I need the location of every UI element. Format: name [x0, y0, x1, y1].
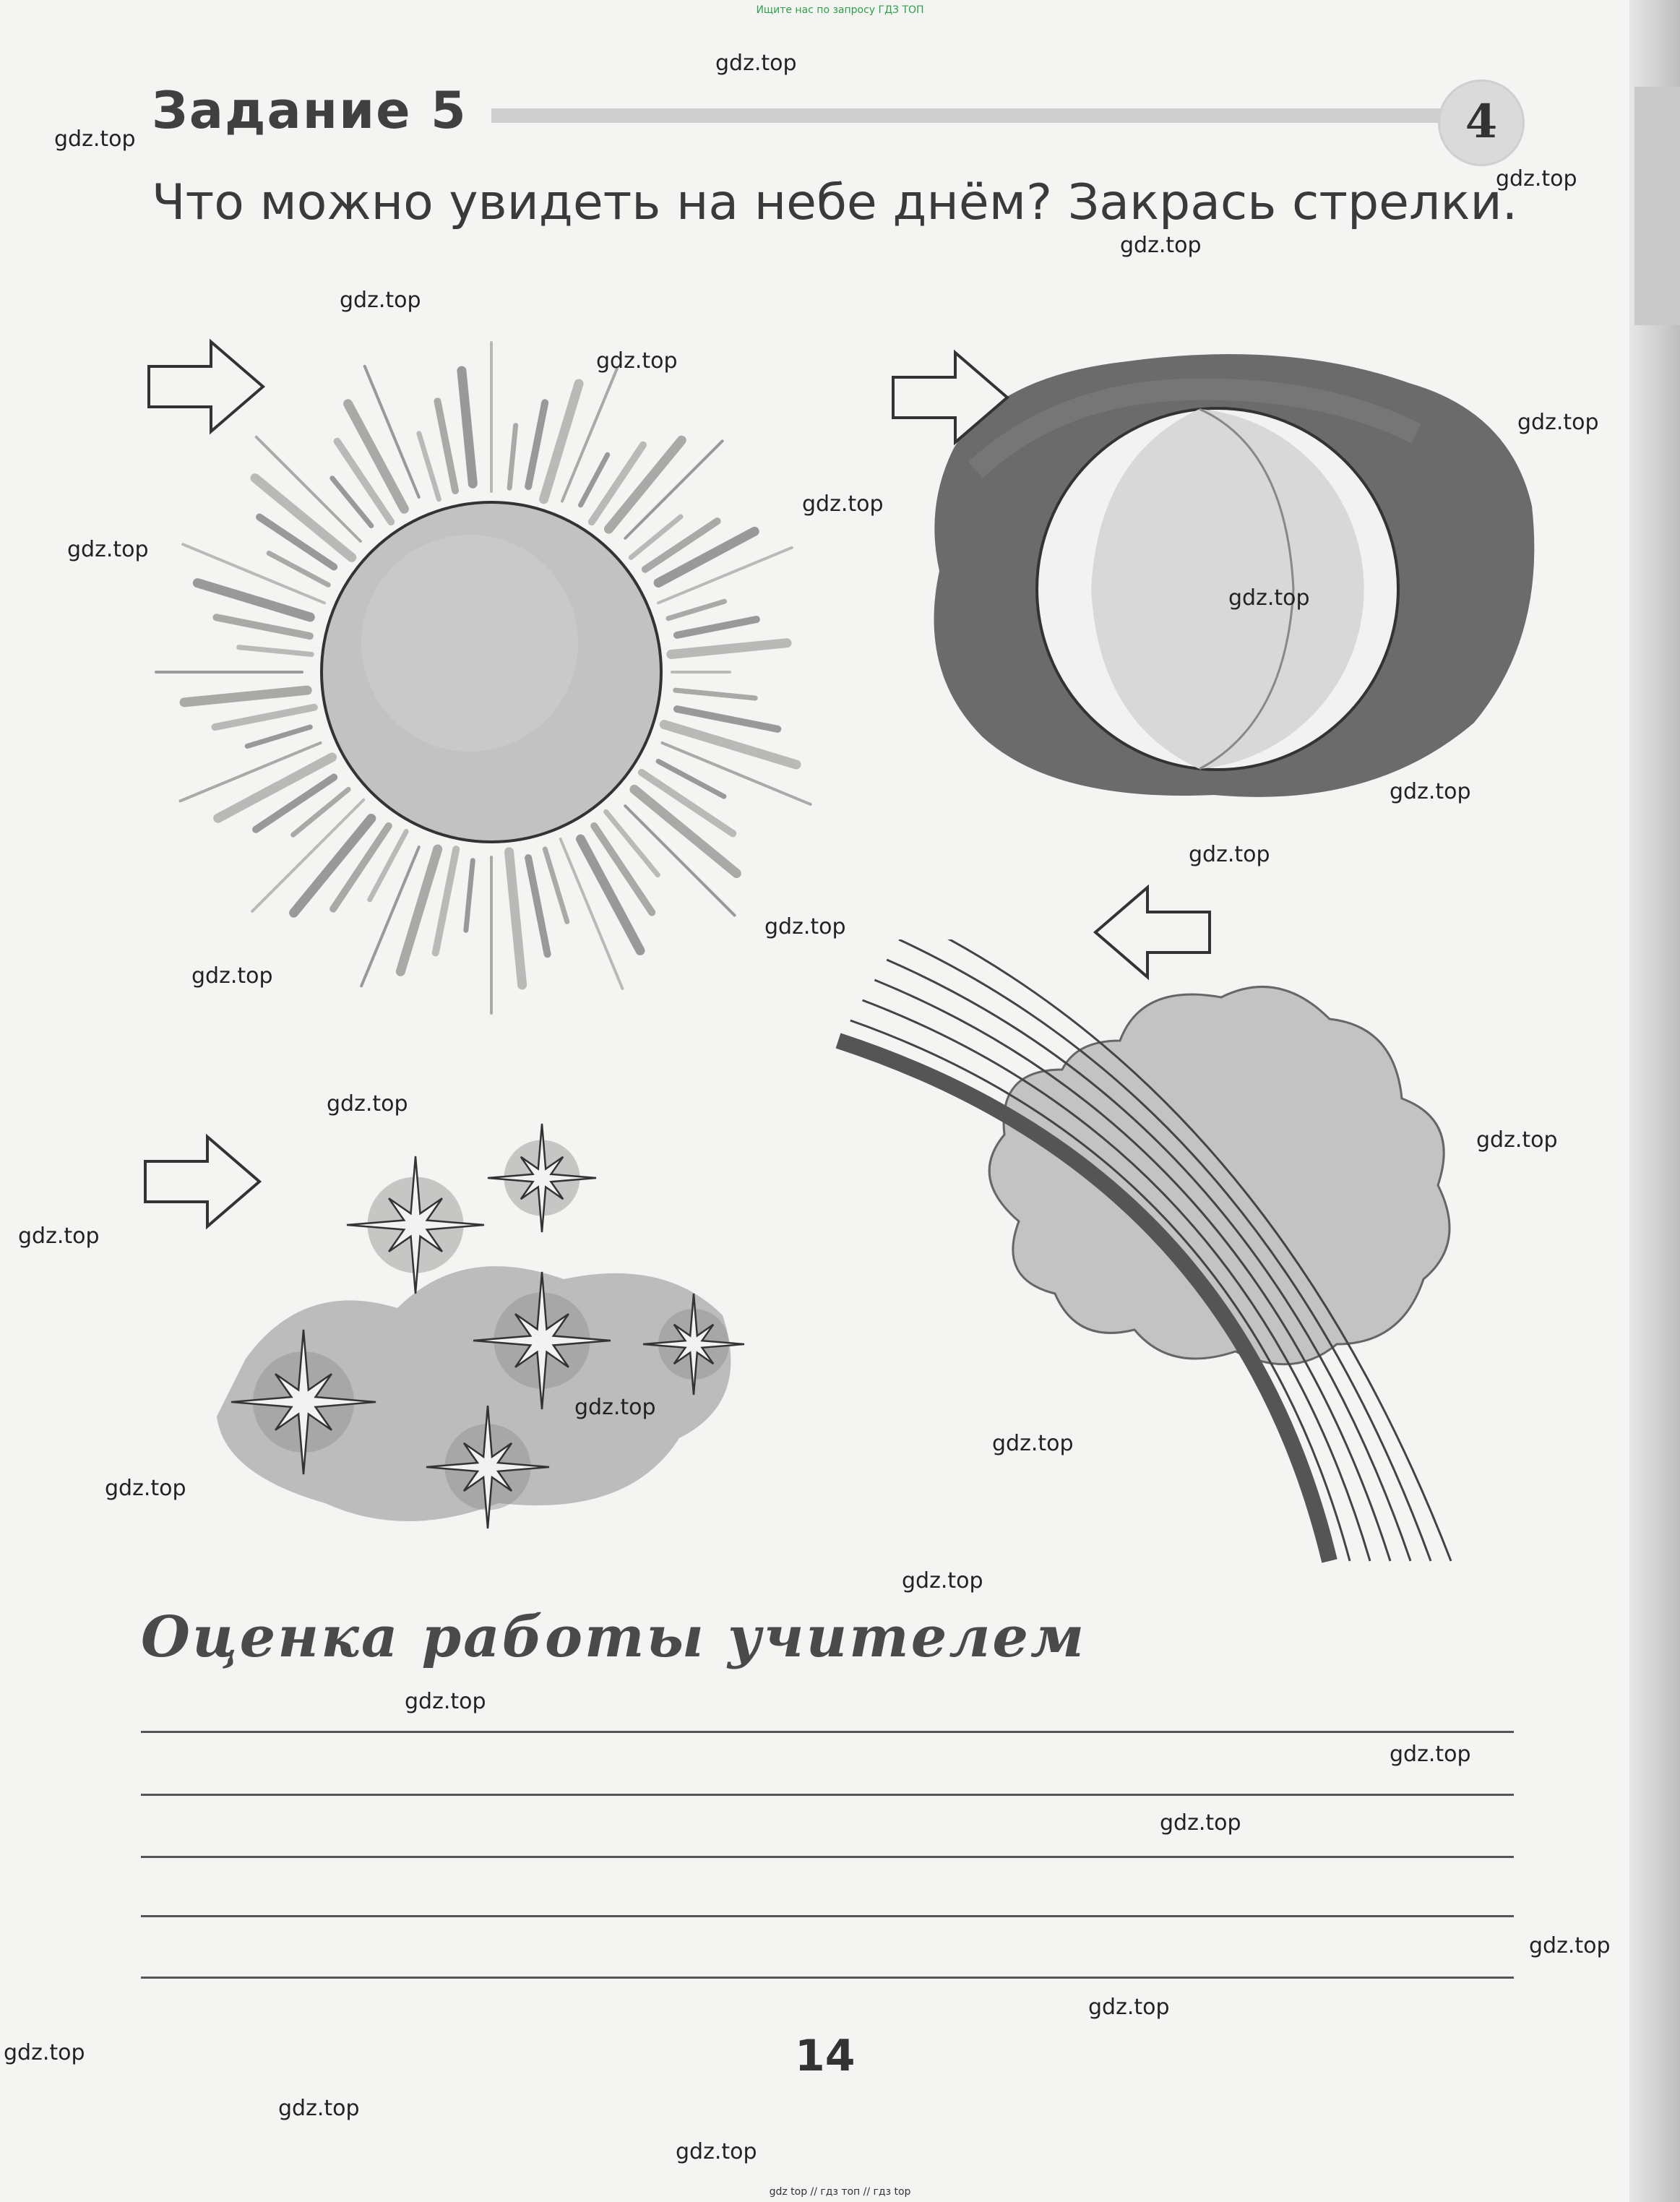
sun-ray	[544, 384, 579, 499]
sun-ray	[528, 403, 545, 486]
watermark: gdz.top	[715, 51, 797, 76]
sun-ray	[259, 517, 334, 567]
watermark: gdz.top	[105, 1476, 186, 1501]
sun-ray	[562, 369, 617, 502]
watermark: gdz.top	[340, 288, 421, 313]
page-edge-tab	[1634, 87, 1680, 325]
arrow-rainbow[interactable]	[1091, 882, 1214, 983]
page-badge	[1438, 79, 1525, 166]
arrow-stars[interactable]	[141, 1131, 264, 1232]
watermark: gdz.top	[1390, 779, 1471, 804]
watermark: gdz.top	[1160, 1810, 1241, 1836]
watermark: gdz.top	[1496, 166, 1577, 192]
sun-ray	[184, 690, 307, 702]
sun-ray	[419, 434, 439, 499]
watermark: gdz.top	[191, 963, 273, 989]
arrow-sun[interactable]	[145, 336, 267, 437]
sun-ray	[545, 849, 567, 921]
answer-line[interactable]	[141, 1915, 1514, 1917]
answer-line[interactable]	[141, 1794, 1514, 1796]
watermark: gdz.top	[54, 126, 136, 152]
watermark: gdz.top	[1390, 1742, 1471, 1767]
sun-ray	[677, 709, 777, 729]
task-text: Что можно увидеть на небе днём? Закрась стрелки.	[152, 174, 1518, 231]
watermark: gdz.top	[802, 491, 884, 517]
page-number: 14	[795, 2031, 856, 2081]
sun-ray	[668, 601, 725, 619]
sun-ray	[256, 778, 334, 830]
sun-ray	[462, 371, 473, 483]
answer-line[interactable]	[141, 1731, 1514, 1733]
sun-ray	[509, 852, 522, 985]
star	[488, 1124, 596, 1232]
sun-ray	[215, 708, 314, 727]
sun-ray	[437, 401, 455, 491]
sun-ray	[606, 812, 658, 874]
title-rule	[491, 108, 1460, 123]
sun-ray	[671, 643, 787, 655]
watermark: gdz.top	[327, 1091, 408, 1117]
watermark: gdz.top	[18, 1223, 100, 1249]
watermark: gdz.top	[764, 914, 846, 939]
watermark: gdz.top	[1476, 1127, 1558, 1153]
sun-ray	[197, 583, 310, 617]
watermark: gdz.top	[1088, 1995, 1170, 2020]
sun-ray	[677, 619, 757, 635]
sun-ray	[239, 648, 312, 655]
watermark: gdz.top	[992, 1431, 1074, 1456]
page-edge	[1629, 0, 1680, 2202]
top-note: Ищите нас по запросу ГДЗ ТОП	[756, 4, 924, 16]
sun-ray	[676, 690, 755, 698]
watermark: gdz.top	[1228, 585, 1310, 611]
watermark: gdz.top	[4, 2040, 85, 2065]
page-badge-number: 4	[1465, 95, 1498, 149]
watermark: gdz.top	[596, 348, 678, 374]
sun-ray	[216, 617, 309, 636]
watermark: gdz.top	[574, 1395, 656, 1420]
sun-ray	[466, 861, 473, 931]
grade-title: Оценка работы учителем	[141, 1604, 1087, 1670]
sun-ray	[594, 826, 652, 913]
sun-ray	[528, 858, 548, 954]
answer-line[interactable]	[141, 1856, 1514, 1858]
watermark: gdz.top	[1120, 233, 1202, 258]
sun-ray	[509, 426, 516, 489]
arrow-moon[interactable]	[889, 347, 1012, 448]
watermark: gdz.top	[1189, 842, 1270, 867]
watermark: gdz.top	[1517, 410, 1599, 435]
watermark: gdz.top	[278, 2096, 360, 2121]
bottom-note: gdz top // гдз топ // гдз top	[769, 2186, 911, 2198]
sun-ray	[247, 727, 310, 746]
sun-ray	[658, 531, 754, 582]
watermark: gdz.top	[902, 1568, 983, 1594]
watermark: gdz.top	[67, 537, 149, 562]
sun-ray	[361, 847, 419, 986]
sun-ray	[337, 442, 391, 522]
rainbow-picture	[831, 939, 1561, 1590]
watermark: gdz.top	[405, 1689, 486, 1714]
sun-ray	[592, 445, 643, 522]
task-title: Задание 5	[152, 81, 468, 140]
answer-line[interactable]	[141, 1977, 1514, 1979]
watermark: gdz.top	[1529, 1933, 1611, 1958]
sun-ray	[436, 849, 456, 952]
watermark: gdz.top	[676, 2139, 757, 2164]
sun-ray	[581, 455, 608, 505]
